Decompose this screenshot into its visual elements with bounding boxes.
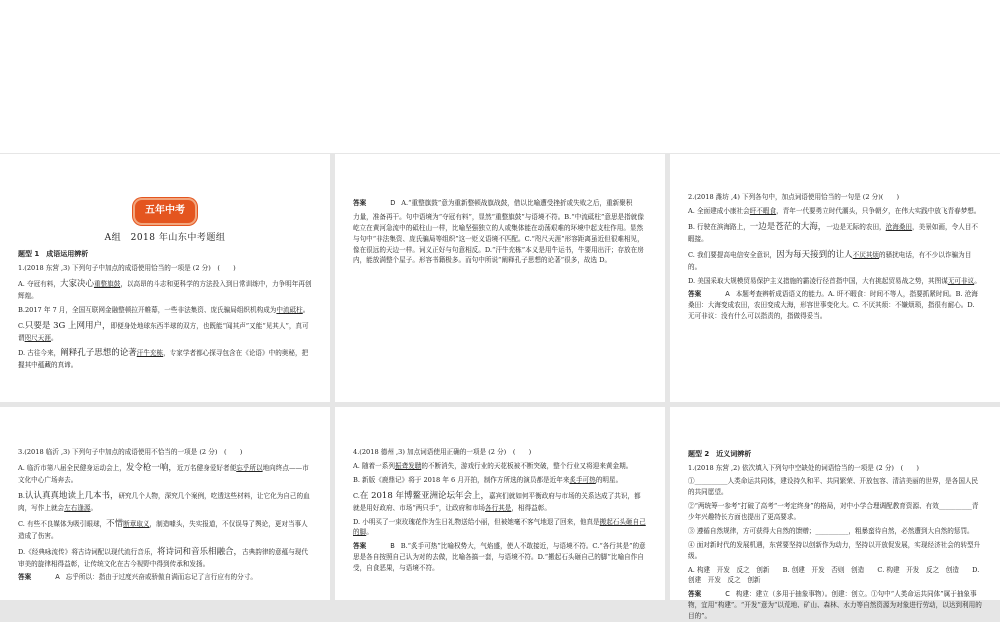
option-d: D.《经典咏流传》将古诗词配以现代流行音乐，将诗词和音乐相融合，古典韵律的意蕴与现代审美的旋律相得益彰，让传统文化在古今视野中得到传承和发扬。 [18, 546, 308, 568]
option-b: B.认认真真地读上几本书，研究几个人物，深究几个案例，吃透这些材料，让它化为自己的血肉，写作上就会左右逢源。 [18, 490, 310, 512]
option-c: C.在 2018 年博鳌亚洲论坛年会上，嘉宾们就如何平衡政府与市场的关系达成了共识，都就是用好政府、市场“两只手”，让政府和市场各行其是，相得益彰。 [353, 490, 641, 512]
page-2 [335, 154, 665, 402]
question-stem: 2.(2018 潍坊 ,4) 下列各句中，加点词语使用恰当的一句是 (2 分)( ) [688, 193, 900, 201]
page-1 [0, 154, 330, 402]
sentence-1: ①__________人类命运共同体，建设持久和平、共同繁荣、开放包容、清洁美丽的世界，是各国人民的共同愿望。 [688, 477, 979, 497]
group-title: A组 2018 年山东中考题组 [104, 232, 226, 243]
badge-wrap [18, 198, 312, 225]
page-4 [0, 407, 330, 600]
page-3 [670, 154, 1000, 402]
sentence-2: ②“两统筹一参考”打破了高考“一考定终身”的格局，对中小学合理调配教育资源、有效__________青少年兴趣特长方面也提出了更高要求。 [688, 502, 979, 522]
option-b: B.2017 年 7 月，全国互联网金融整顿拉开帷幕，一些非法集资、庞氏骗局组织机构成为中流砥柱。 [18, 305, 310, 314]
option-a: A. 全面建成小康社会旰不暇食，青年一代要勇立时代潮头，只争朝夕，在伟大实践中放飞青春梦想。 [688, 206, 981, 215]
section-title: 题型 2 近义词辨析 [688, 450, 752, 458]
question-stem: 4.(2018 德州 ,3) 加点词语使用正确的一项是 (2 分) ( ) [353, 448, 532, 456]
option-d: D. 古往今来，阐释孔子思想的论著汗牛充栋，专家学者都心探寻包含在《论语》中的奥秘，把握其中蕴藏的真谛。 [18, 348, 309, 370]
sentence-3: ③ 遵循自然规律，方可获得大自然的馈赠；__________，粗暴蛮待自然，必然遭到大自然的惩罚。 [688, 526, 974, 535]
sentence-4: ④ 面对新时代的发展机遇，东营要坚持以创新作为动力，坚持以开放促发展，实现经济社会的转型升级。 [688, 540, 981, 560]
page-5 [335, 407, 665, 600]
option-d: D. 小明买了一束玫瑰花作为生日礼物送给小丽，但被她毫不客气地退了回来，他真是搬起石头砸自己的脚。 [353, 517, 646, 537]
explanation: 力量，准备再干。句中语境为“夺冠有料”，显然“重整旗鼓”与语境不符。B.“中流砥柱”意思是指就像屹立在黄河急流中的砥柱山一样，比喻坚强独立的人或集体能在动荡艰难的环境中起支柱作用。显然与句中“非法集资、庞氏骗局等组织”这一贬义语境不匹配。C.“咫尺天涯”形容距离虽近但很难相见，像在很远的天边一样。词义正好与句意相反。D.“汗牛充栋”本义是用牛运书，牛要用出汗；存放在房内，能放满整个屋子。形容书籍极多。而句中所说“阐释孔子思想的论著”很多，故选 D。 [353, 212, 644, 265]
answer-line: 答案 C 构建：建立（多用于抽象事物）。创建：创立。①句中“人类命运共同体”属于抽象事物，宜用“构建”。“开发”意为“以荒地、矿山、森林、水力等自然资源为对象进行劳动，以达到利用的目的”。 [688, 590, 982, 621]
question-stem: 1.(2018 东营 ,2) 依次填入下列句中空缺处的词语恰当的一项是 (2 分) ( ) [688, 463, 919, 472]
answer-line: 答案 A 本题考查辨析成语语义的能力。A. 旰不暇食：时间不等人，指要抓紧时间。B. 沧海桑田：大海变成农田，农田变成大海，形容世事变化大。C. 不厌其烦：不嫌烦琐，指很有耐心。D. 无可非议：没有什么可以指责的，指做得妥当。 [688, 290, 978, 321]
answer-line: 答案 B B.“炙手可热”比喻权势大，气焰盛，使人不敢接近，与语境不符。C.“各行其是”的意思是各自按照自己认为对的去做，比喻各搞一套，与语境不符。D.“搬起石头砸自己的脚”比喻自作自受，自食恶果，与语境不符。 [353, 542, 646, 573]
top-blank-area [0, 0, 1000, 153]
option-b: B. 行驶在滨海路上，一边是苍茫的大海，一边是无际的农田，沧海桑田，美景如画，令人目不暇接。 [688, 221, 978, 243]
option-c: C. 我们要提高电信安全意识，因为每天接到的让人不厌其烦的骚扰电话，有不少以诈骗为目的。 [688, 249, 972, 271]
page-6 [670, 407, 1000, 621]
option-a: A. 随着一系列振聋发聩的不断消失，游戏行业的天花板被不断突破，整个行业又将迎来黄金期。 [353, 461, 633, 470]
option-a: A. 临沂市第八届全民健身运动会上，发令枪一响，近万名健身爱好者便忘乎所以地向终点——市文化中心广场奔去。 [18, 462, 309, 484]
answer-line: 答案 A 忘乎所以：指由于过度兴奋或骄傲自满而忘记了言行应有的分寸。 [18, 573, 257, 582]
options-line: A. 构建 开发 反之 创新 B. 创建 开发 否则 创造 C. 构建 开发 反之 创造 D. 创建 开发 反之 创新 [688, 565, 980, 585]
option-a: A. 夺冠有料，大家决心重整旗鼓，以高昂的斗志和更科学的方法投入到日常训练中，力争明年再创辉煌。 [18, 278, 312, 300]
option-d: D. 美国采取大规模贸易保护主义措施的霸凌行径首指中国，大有挑起贸易战之势，其图谋无可非议。 [688, 276, 981, 285]
section-title: 题型 1 成语运用辨析 [18, 250, 89, 259]
option-b: B. 新版《鹿鼎记》将于 2018 年 6 月开拍，制作方所选的演员都是近年来炙手可热的明星。 [353, 475, 623, 484]
question-stem: 1.(2018 东营 ,3) 下列句子中加点的成语使用恰当的一项是 (2 分) ( ) [18, 263, 236, 272]
answer-line: 答案 D A.“重整旗鼓”意为重新整顿战旗战鼓，借以比喻遭受挫折或失败之后，重新聚积 [353, 199, 633, 207]
option-c: C. 有些不良媒体为吸引眼球，不惜断章取义，制造噱头，失实报道，不仅误导了舆论，更对当事人造成了伤害。 [18, 518, 308, 540]
section-badge: 五年中考 [133, 198, 197, 225]
option-c: C.只要是 3G 上网用户，即便身处地球东西半球的双方，也既能“闻其声”又能“见其人”，真可谓咫尺天涯。 [18, 320, 309, 342]
question-stem: 3.(2018 临沂 ,3) 下列句子中加点的成语使用不恰当的一项是 (2 分) ( ) [18, 448, 243, 456]
